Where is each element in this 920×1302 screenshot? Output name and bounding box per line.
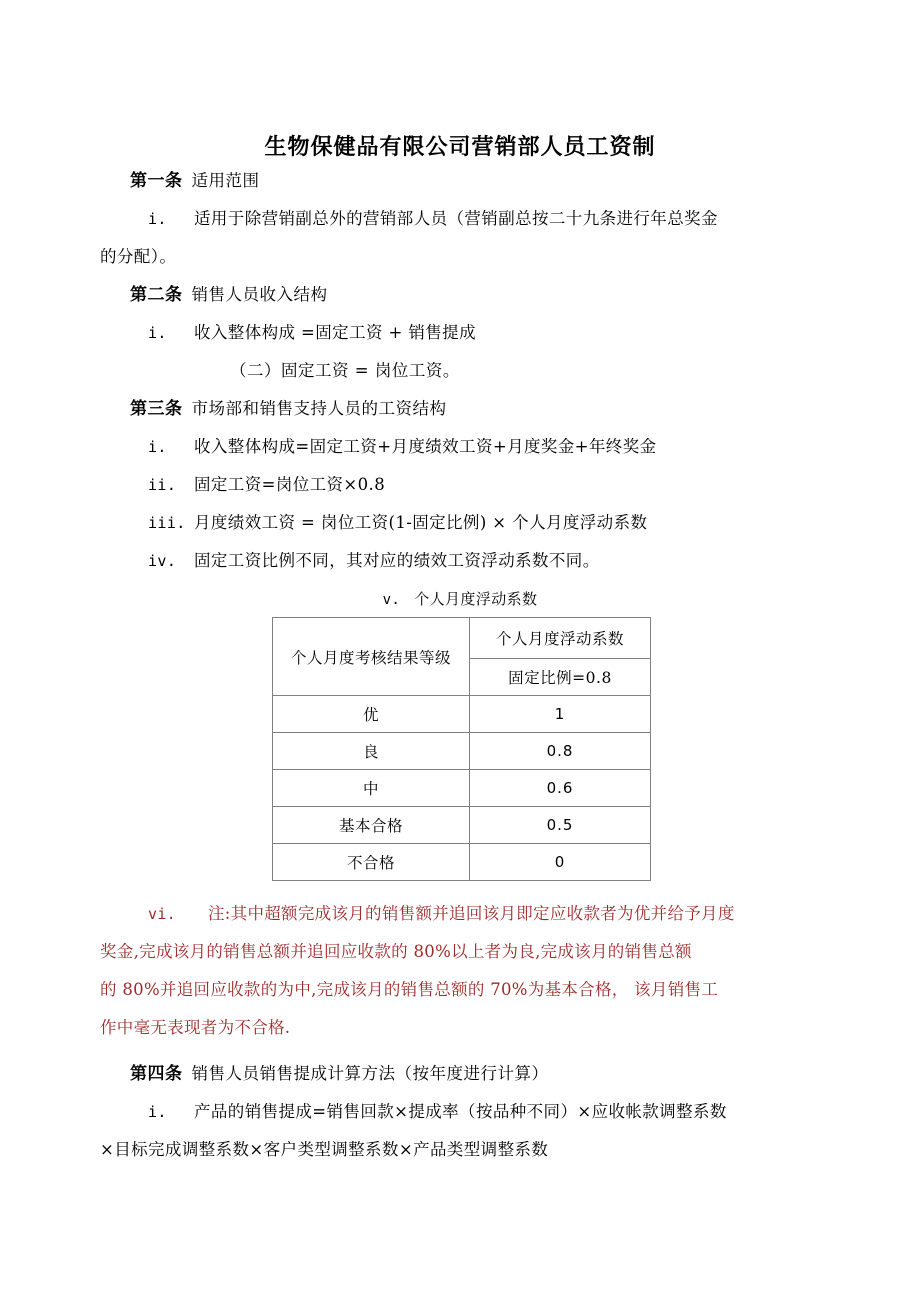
article-heading-3 bbox=[100, 390, 820, 428]
document-body bbox=[100, 162, 820, 580]
table-subheader-fixed-ratio: 固定比例=0.8 bbox=[470, 659, 651, 696]
list-item bbox=[100, 542, 820, 580]
article-number: 第一条 bbox=[130, 171, 183, 191]
list-marker: i. bbox=[148, 324, 167, 342]
list-item bbox=[100, 1093, 820, 1131]
table-header-row bbox=[273, 618, 651, 659]
article-number: 第四条 bbox=[130, 1064, 183, 1084]
table-cell-grade: 中 bbox=[273, 770, 470, 807]
article-title: 销售人员收入结构 bbox=[191, 285, 328, 304]
list-item bbox=[100, 314, 820, 352]
table-cell-coefficient: 0.5 bbox=[470, 807, 651, 844]
table-header-grade: 个人月度考核结果等级 bbox=[273, 618, 470, 696]
table-cell-grade: 不合格 bbox=[273, 844, 470, 881]
list-text: 适用于除营销副总外的营销部人员（营销副总按二十九条进行年总奖金 bbox=[194, 209, 718, 228]
article-heading-4 bbox=[100, 1055, 820, 1093]
list-continuation: ×目标完成调整系数×客户类型调整系数×产品类型调整系数 bbox=[100, 1140, 549, 1159]
list-marker: iv. bbox=[148, 552, 177, 570]
list-item bbox=[100, 466, 820, 504]
list-item bbox=[100, 200, 820, 238]
list-marker: ii. bbox=[148, 476, 177, 494]
note-line-2: 奖金,完成该月的销售总额并追回应收款的 80%以上者为良,完成该月的销售总额 bbox=[100, 942, 692, 961]
note-line-1 bbox=[100, 895, 820, 933]
article-title: 市场部和销售支持人员的工资结构 bbox=[191, 399, 447, 418]
table-cell-grade: 优 bbox=[273, 696, 470, 733]
table-row bbox=[273, 807, 651, 844]
note-marker: vi. bbox=[148, 905, 176, 923]
list-item bbox=[100, 504, 820, 542]
list-marker: i. bbox=[148, 210, 167, 228]
list-text: 固定工资比例不同，其对应的绩效工资浮动系数不同。 bbox=[194, 551, 600, 570]
table-cell-coefficient: 0.8 bbox=[470, 733, 651, 770]
table-row bbox=[273, 770, 651, 807]
article-title: 销售人员销售提成计算方法（按年度进行计算） bbox=[191, 1064, 549, 1083]
table-cell-coefficient: 0.6 bbox=[470, 770, 651, 807]
list-text: 月度绩效工资 = 岗位工资(1-固定比例) × 个人月度浮动系数 bbox=[194, 513, 648, 532]
article-heading-2 bbox=[100, 276, 820, 314]
list-text: 收入整体构成=固定工资+月度绩效工资+月度奖金+年终奖金 bbox=[194, 437, 657, 456]
coefficient-table-wrapper bbox=[0, 617, 920, 881]
note-text-1: 注:其中超额完成该月的销售额并追回该月即定应收款者为优并给予月度 bbox=[208, 904, 735, 923]
table-cell-grade: 良 bbox=[273, 733, 470, 770]
table-header-coefficient: 个人月度浮动系数 bbox=[470, 618, 651, 659]
note-line-4: 作中毫无表现者为不合格. bbox=[100, 1018, 291, 1037]
table-caption-marker: v. bbox=[382, 592, 401, 608]
document-body-lower bbox=[100, 881, 820, 1169]
list-continuation: 的分配）。 bbox=[100, 247, 177, 266]
table-caption bbox=[0, 580, 920, 615]
table-row bbox=[273, 844, 651, 881]
table-row bbox=[273, 733, 651, 770]
table-row bbox=[273, 696, 651, 733]
table-cell-coefficient: 1 bbox=[470, 696, 651, 733]
list-text: 产品的销售提成=销售回款×提成率（按品种不同）×应收帐款调整系数 bbox=[194, 1102, 727, 1121]
article-number: 第三条 bbox=[130, 399, 183, 419]
page-title: 生物保健品有限公司营销部人员工资制 bbox=[264, 134, 656, 160]
coefficient-table bbox=[272, 617, 651, 881]
list-item bbox=[100, 428, 820, 466]
note-line-3: 的 80%并追回应收款的为中,完成该月的销售总额的 70%为基本合格， 该月销售工 bbox=[100, 980, 719, 999]
list-marker: i. bbox=[148, 438, 167, 456]
table-cell-grade: 基本合格 bbox=[273, 807, 470, 844]
list-text: 收入整体构成 =固定工资 + 销售提成 bbox=[194, 323, 476, 342]
list-marker: i. bbox=[148, 1103, 167, 1121]
spacer bbox=[100, 1047, 820, 1055]
list-text: 固定工资=岗位工资×0.8 bbox=[194, 475, 386, 494]
article-heading-1 bbox=[100, 162, 820, 200]
article-title: 适用范围 bbox=[191, 171, 260, 190]
table-cell-coefficient: 0 bbox=[470, 844, 651, 881]
table-caption-text: 个人月度浮动系数 bbox=[414, 590, 538, 608]
sub-line: （二）固定工资 = 岗位工资。 bbox=[230, 361, 460, 380]
red-note-block bbox=[100, 881, 820, 1047]
article-number: 第二条 bbox=[130, 285, 183, 305]
list-marker: iii. bbox=[148, 514, 186, 532]
